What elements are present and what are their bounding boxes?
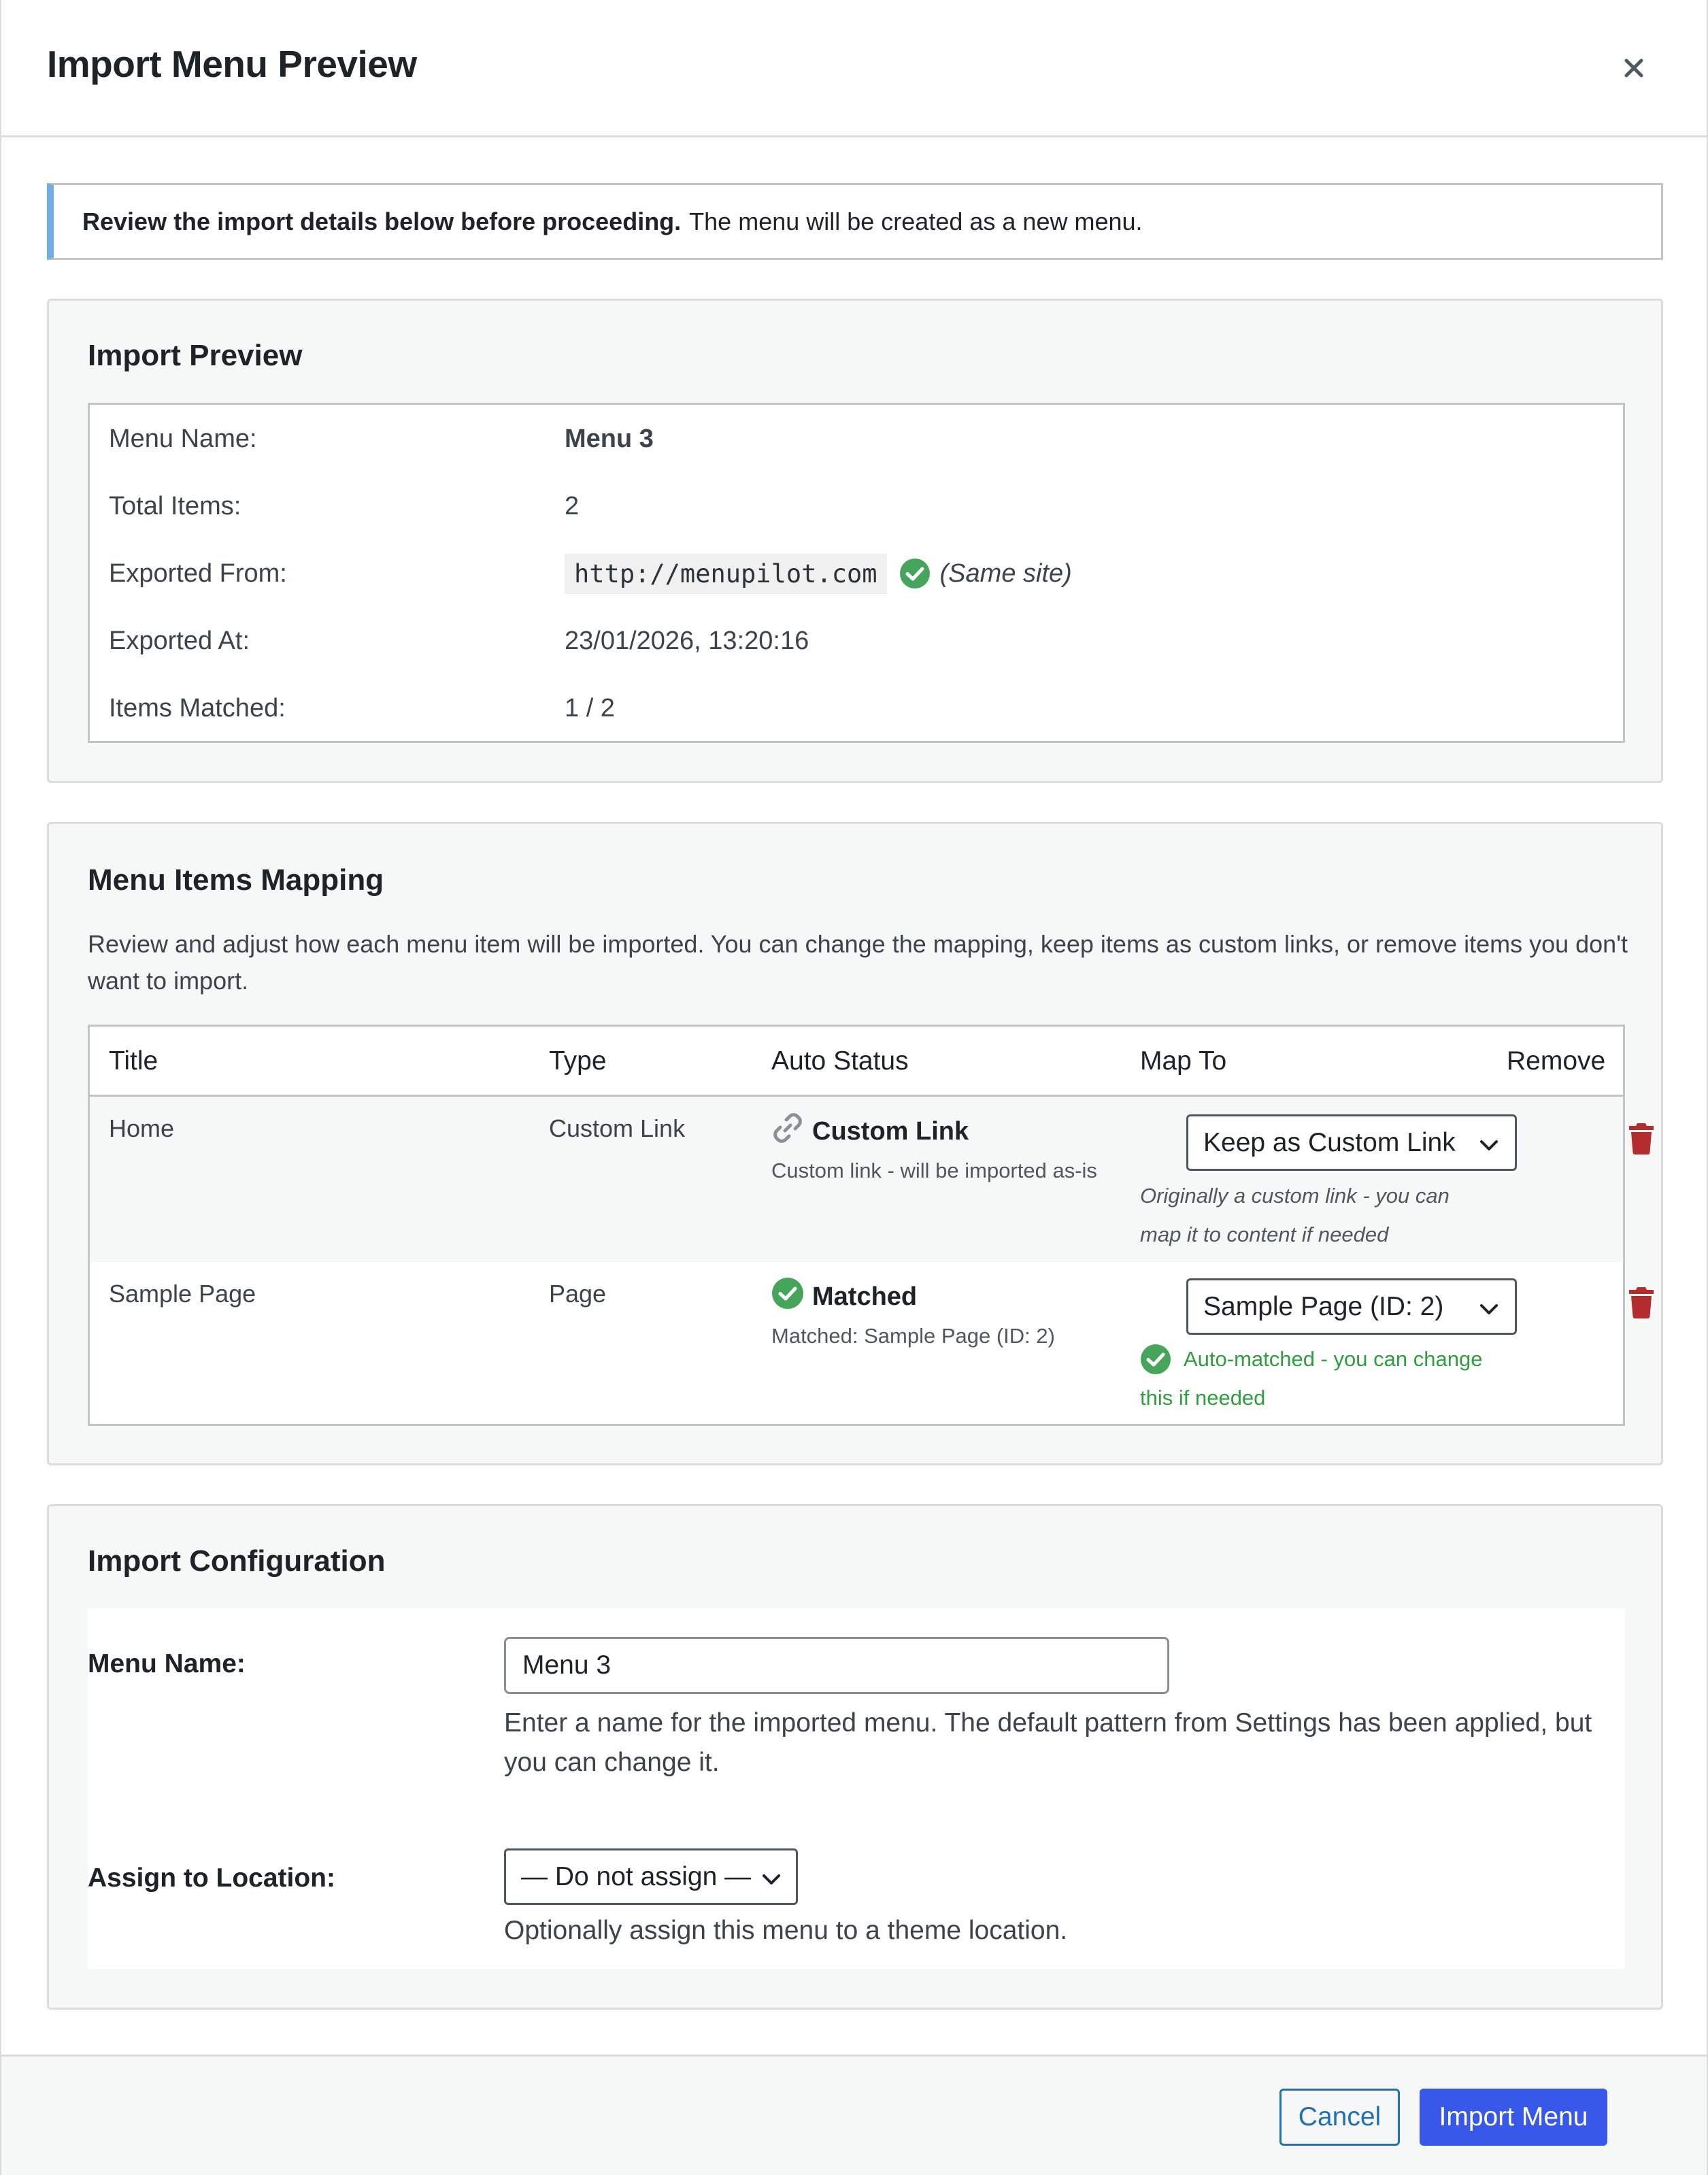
dialog-footer — [1, 2055, 1707, 2175]
mapping-table — [88, 1025, 1625, 1426]
preview-value-group — [565, 554, 1072, 594]
map-to-selected-value: Keep as Custom Link — [1203, 1127, 1456, 1157]
column-header-type: Type — [549, 1046, 607, 1076]
preview-label: Total Items: — [109, 491, 241, 520]
preview-row-exported-from — [109, 553, 1072, 594]
preview-label: Menu Name: — [109, 424, 257, 453]
column-header-title: Title — [109, 1046, 158, 1076]
preview-label: Items Matched: — [109, 693, 286, 723]
preview-value: Menu 3 — [565, 424, 654, 453]
location-help: Optionally assign this menu to a theme location. — [504, 1916, 1068, 1945]
preview-row-exported-at — [109, 620, 809, 661]
close-icon[interactable] — [1613, 48, 1654, 88]
notice-strong-text: Review the import details below before proceeding. — [82, 207, 682, 235]
location-selected-value: — Do not assign — — [521, 1861, 752, 1891]
preview-value: 23/01/2026, 13:20:16 — [565, 626, 809, 655]
preview-label: Exported From: — [109, 559, 287, 588]
item-title: Home — [109, 1114, 175, 1142]
menu-name-input[interactable]: Menu 3 — [504, 1637, 1169, 1694]
chevron-down-icon — [760, 1868, 782, 1890]
check-circle-icon — [899, 558, 931, 589]
location-select[interactable] — [504, 1848, 798, 1905]
notice-text: The menu will be created as a new menu. — [689, 207, 1143, 235]
auto-status-detail: Custom link - will be imported as-is — [771, 1159, 1097, 1182]
auto-status-title — [771, 1112, 1098, 1151]
mapping-description: Review and adjust how each menu item will be imported. You can change the mapping, keep items as custom links, or remove items you don't want to import. — [88, 930, 1628, 995]
auto-status-detail: Matched: Sample Page (ID: 2) — [771, 1324, 1055, 1348]
menu-name-label: Menu Name: — [88, 1649, 246, 1678]
column-header-map-to: Map To — [1140, 1046, 1227, 1076]
menu-name-help: Enter a name for the imported menu. The default pattern from Settings has been applied, but you can change it. — [504, 1708, 1592, 1777]
map-to-selected-value: Sample Page (ID: 2) — [1203, 1291, 1444, 1321]
item-type: Custom Link — [549, 1114, 686, 1142]
check-circle-icon — [771, 1277, 812, 1316]
item-type: Page — [549, 1280, 607, 1308]
dialog-title: Import Menu Preview — [47, 43, 417, 85]
map-to-select[interactable] — [1186, 1114, 1517, 1171]
table-row — [90, 1097, 1623, 1262]
preview-value: 1 / 2 — [565, 693, 615, 723]
item-title: Sample Page — [109, 1280, 256, 1308]
auto-status-cell — [771, 1112, 1098, 1190]
column-header-auto-status: Auto Status — [771, 1046, 909, 1076]
preview-label: Exported At: — [109, 626, 250, 655]
auto-status-cell — [771, 1277, 1098, 1355]
menu-items-mapping-panel — [47, 822, 1663, 1465]
preview-row-total-items — [109, 486, 579, 527]
auto-status-label: Custom Link — [812, 1116, 969, 1146]
trash-icon[interactable] — [1626, 1285, 1657, 1319]
column-header-remove: Remove — [1507, 1046, 1606, 1076]
link-icon — [771, 1112, 812, 1151]
preview-row-items-matched — [109, 688, 615, 729]
map-to-hint: Auto-matched - you can change this if needed — [1140, 1347, 1483, 1410]
map-to-select[interactable] — [1186, 1278, 1517, 1335]
auto-status-label: Matched — [812, 1282, 918, 1311]
assign-location-label: Assign to Location: — [88, 1863, 335, 1893]
import-preview-table — [88, 403, 1625, 743]
config-heading: Import Configuration — [88, 1544, 386, 1578]
cancel-button[interactable]: Cancel — [1279, 2089, 1400, 2146]
check-circle-icon — [1140, 1344, 1171, 1378]
import-configuration-panel — [47, 1504, 1663, 2010]
auto-status-title — [771, 1277, 1098, 1316]
chevron-down-icon — [1478, 1134, 1500, 1156]
mapping-heading: Menu Items Mapping — [88, 863, 384, 897]
table-row — [90, 1262, 1623, 1424]
info-notice — [47, 183, 1663, 260]
preview-value: 2 — [565, 491, 580, 520]
same-site-note: (Same site) — [939, 559, 1072, 588]
exported-from-url: http://menupilot.com — [565, 554, 887, 594]
import-preview-heading: Import Preview — [88, 339, 303, 372]
dialog-header — [1, 0, 1707, 137]
chevron-down-icon — [1478, 1298, 1500, 1320]
import-preview-panel — [47, 299, 1663, 783]
map-to-hint: Originally a custom link - you can map it to content if needed — [1140, 1184, 1450, 1246]
import-menu-button[interactable]: Import Menu — [1420, 2089, 1607, 2146]
config-form — [88, 1608, 1625, 1969]
preview-row-menu-name — [109, 418, 654, 459]
trash-icon[interactable] — [1626, 1121, 1657, 1155]
